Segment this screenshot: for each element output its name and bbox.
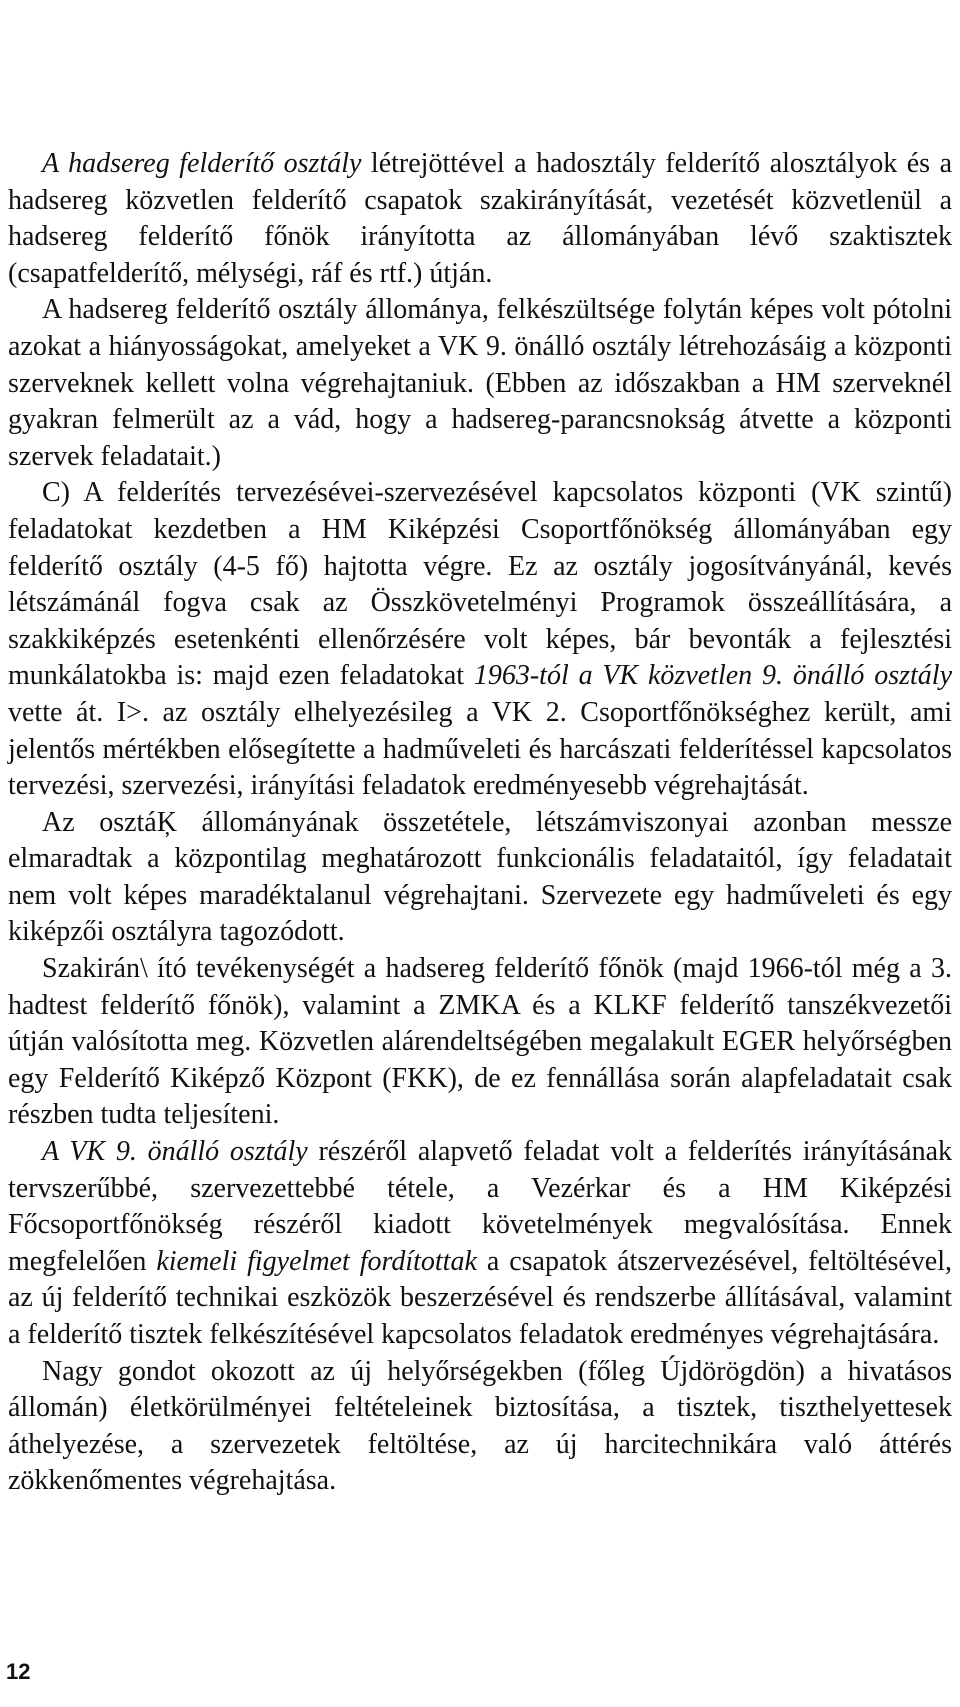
paragraph [8,1134,952,1354]
paragraph [8,292,952,475]
page-number: 12 [6,1659,31,1684]
italic-text-run: A VK 9. önálló osztály [42,1136,308,1168]
text-run: A hadsereg felderítő osztály állománya, felkészültsége folytán képes volt pótolni azokat a hiányosságokat, amelyeket a VK 9. önálló osztály létrehozásáig a központi szerveknek kellett volna végrehajtaniuk. (Ebben az időszakban a HM szerveknél gyakran felmerült az a vád, hogy a hadsereg-parancsnokság átvette a központi szervek feladatait.) [8,294,952,472]
italic-text-run: A hadsereg felderítő osztály [42,148,362,179]
text-run: a csapatok átszervezésével, feltöltésével, az új felderítő technikai eszközök beszerzésével és rendszerbe állításával, valamint a felderítő tisztek felkészítésével kapcsolatos feladatok eredményes végrehajtására. [8,1245,952,1350]
paragraph [8,146,952,292]
paragraph [8,475,952,804]
text-run: részéről alapvető feladat volt a felderítés irányításának tervszerűbbé, szervezettebbé tétele, a Vezérkar és a HM Kiképzési Főcsoportfőnökség részéről kiadott követelmények megvalósítása. Ennek megfelelően [8,1136,952,1277]
paragraph [8,1354,952,1500]
text-run: Az osztáĶ állományának összetétele, létszámviszonyai azonban messze elmaradtak a központilag meghatározott funkcionális feladataitól, így feladatait nem volt képes maradéktalanul végrehajtani. Szervezete egy hadműveleti és egy kiképzői osztályra tagozódott. [8,806,952,948]
paragraph [8,805,952,951]
text-run: létrejöttével a hadosztály felderítő alosztályok és a hadsereg közvetlen felderítő csapatok szakirányítását, vezetését közvetlenül a hadsereg felderítő főnök irányította az állományában lévő szaktisztek (csapatfelderítő, mélységi, ráf és rtf.) útján. [8,148,952,289]
text-run: vette át. I>. az osztály elhelyezésileg a VK 2. Csoportfőnökséghez került, ami jelentős mértékben elősegítette a hadműveleti és harcászati felderítéssel kapcsolatos tervezési, szervezési, irányítási feladatok eredményesebb végrehajtását. [8,696,952,802]
text-run: Nagy gondot okozott az új helyőrségekben (főleg Újdörögdön) a hivatásos állomán) életkörülményei feltételeinek biztosítása, a tisztek, tiszthelyettesek áthelyezése, a szervezetek feltöltése, az új harcitechnikára való áttérés zökkenőmentes végrehajtása. [8,1355,952,1497]
italic-text-run: kiemeli figyelmet fordítottak [156,1245,477,1277]
text-run: C) A felderítés tervezésévei-szervezésével kapcsolatos központi (VK szintű) feladatokat kezdetben a HM Kiképzési Csoportfőnökség állományában egy felderítő osztály (4-5 fő) hajtotta végre. Ez az osztály jogosítványánál, kevés létszámánál fogva csak az Összkövetelményi Programok összeállítására, a szakkiképzés esetenkénti ellenőrzésére volt képes, bár bevonták a fejlesztési munkálatokba is: majd ezen feladatokat [8,477,952,692]
paragraph [8,951,952,1134]
body-text [8,146,952,1500]
italic-text-run: 1963-tól a VK közvetlen 9. önálló osztály [473,660,952,692]
text-run: Szakirán\ ító tevékenységét a hadsereg felderítő főnök (majd 1966-tól még a 3. hadtest felderítő főnök), valamint a ZMKA és a KLKF felderítő tanszékvezetői útján valósította meg. Közvetlen alárendeltségében megalakult EGER helyőrségben egy Felderítő Kiképző Központ (FKK), de ez fennállása során alapfeladatait csak részben tudta teljesíteni. [8,953,952,1131]
